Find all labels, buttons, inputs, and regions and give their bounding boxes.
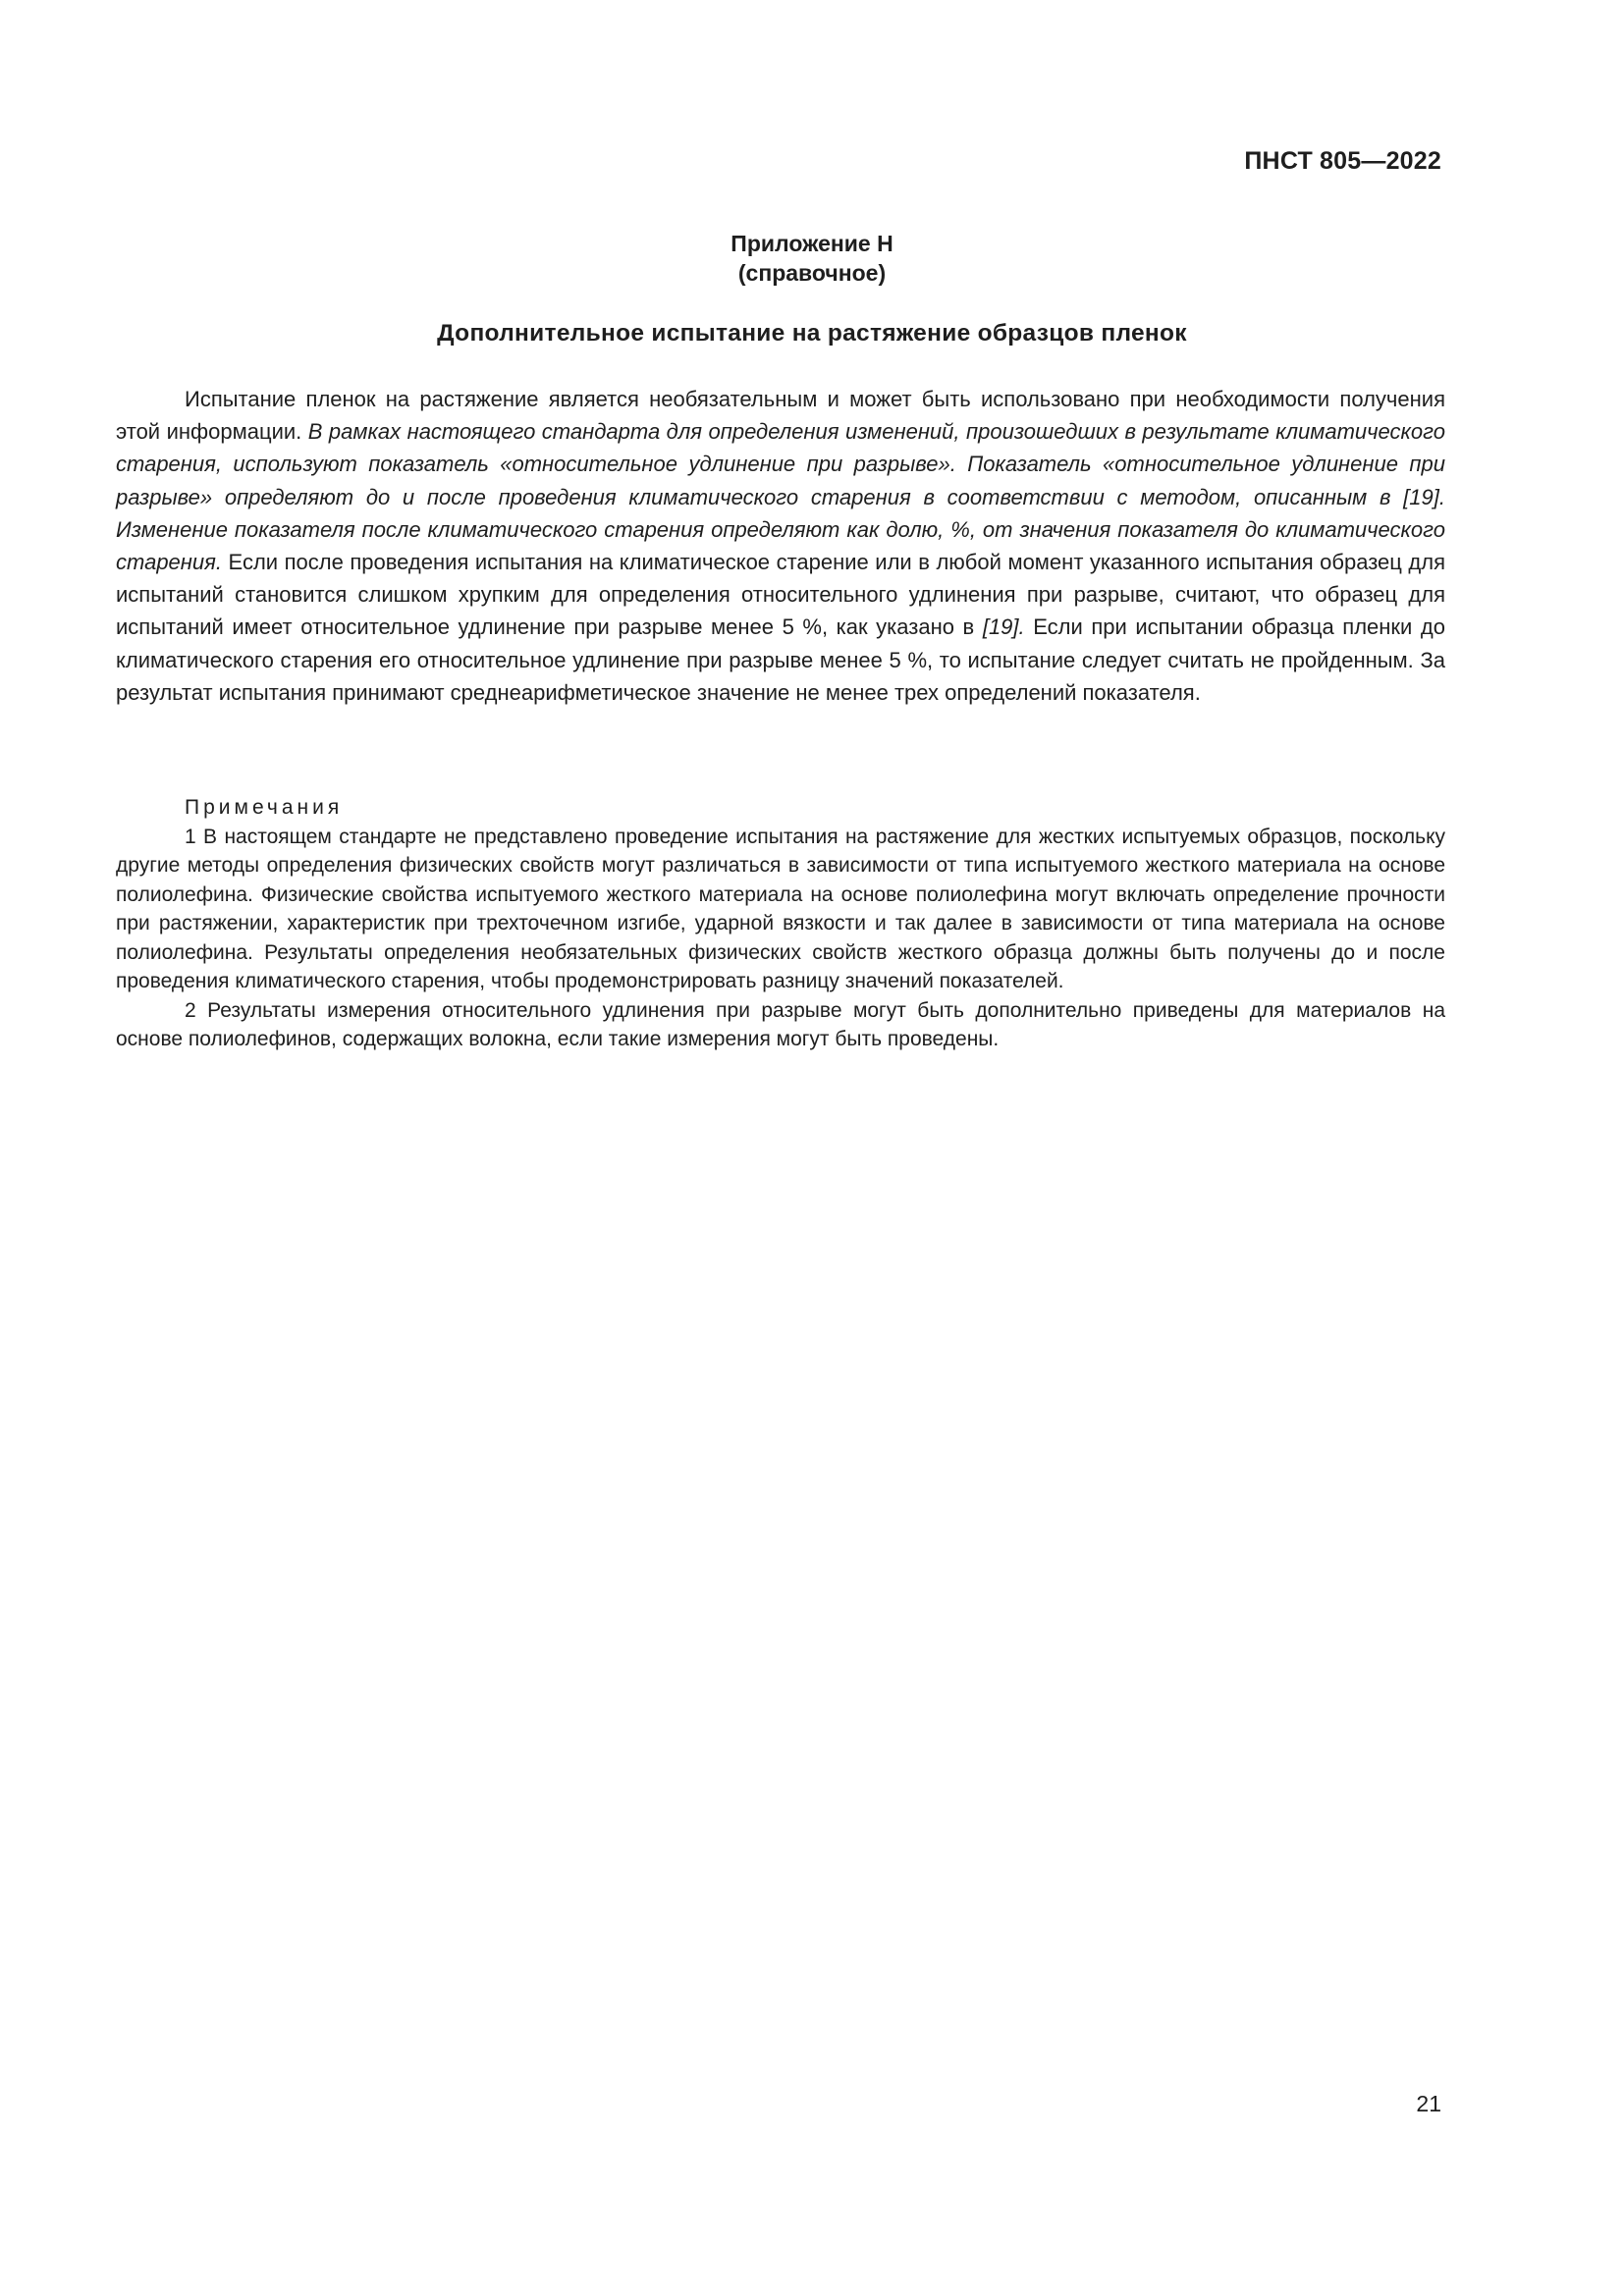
body-text-part: Если при испытании образца пленки до климатического старения его относительное удлинение при разрыве менее 5 %, то испытание следует считать не пройденным. За результат испытания принимают среднеарифметическое значение не менее трех определений показателя.	[116, 614, 1445, 705]
reference-link: [19].	[982, 614, 1025, 640]
page-number: 21	[1416, 2091, 1441, 2116]
body-text-part: Испытание пленок на растяжение является необязательным и может быть использовано при необходимости получения этой информации.	[116, 387, 1445, 445]
body-text	[116, 383, 1445, 709]
notes-heading: Примечания	[185, 796, 344, 819]
document-code: ПНСТ 805—2022	[1244, 147, 1441, 175]
body-text-italic: В рамках настоящего стандарта для определения изменений, произошедших в результате климатического старения, используют показатель «относительное удлинение при разрыве». Показатель «относительное удлинение при разрыве» определяют до и после проведения климатического старения в соответствии с методом, описанным в [19]. Изменение показателя после климатического старения определяют как долю, %, от значения показателя до климатического старения.	[116, 419, 1445, 575]
appendix-label: Приложение Н	[731, 231, 893, 256]
note-item: 1 В настоящем стандарте не представлено проведение испытания на растяжение для жестких испытуемых образцов, поскольку другие методы определения физических свойств могут различаться в зависимости от типа испытуемого жесткого материала на основе полиолефина. Физические свойства испытуемого жесткого материала на основе полиолефина могут включать определение прочности при растяжении, характеристик при трехточечном изгибе, ударной вязкости и так далее в зависимости от типа материала на основе полиолефина. Результаты определения необязательных физических свойств жесткого образца должны быть получены до и после проведения климатического старения, чтобы продемонстрировать разницу значений показателей.	[116, 825, 1445, 992]
notes-section	[116, 793, 1445, 1054]
body-text-part: Если после проведения испытания на климатическое старение или в любой момент указанного испытания образец для испытаний становится слишком хрупким для определения относительного удлинения при разрыве, считают, что образец для испытаний имеет относительное удлинение при разрыве менее 5 %, как указано в	[116, 550, 1445, 640]
appendix-heading	[0, 229, 1624, 288]
appendix-type: (справочное)	[737, 260, 887, 286]
body-paragraph	[116, 383, 1445, 709]
note-item: 2 Результаты измерения относительного удлинения при разрыве могут быть дополнительно приведены для материалов на основе полиолефинов, содержащих волокна, если такие измерения могут быть проведены.	[116, 998, 1445, 1050]
section-title: Дополнительное испытание на растяжение образцов пленок	[437, 320, 1187, 347]
